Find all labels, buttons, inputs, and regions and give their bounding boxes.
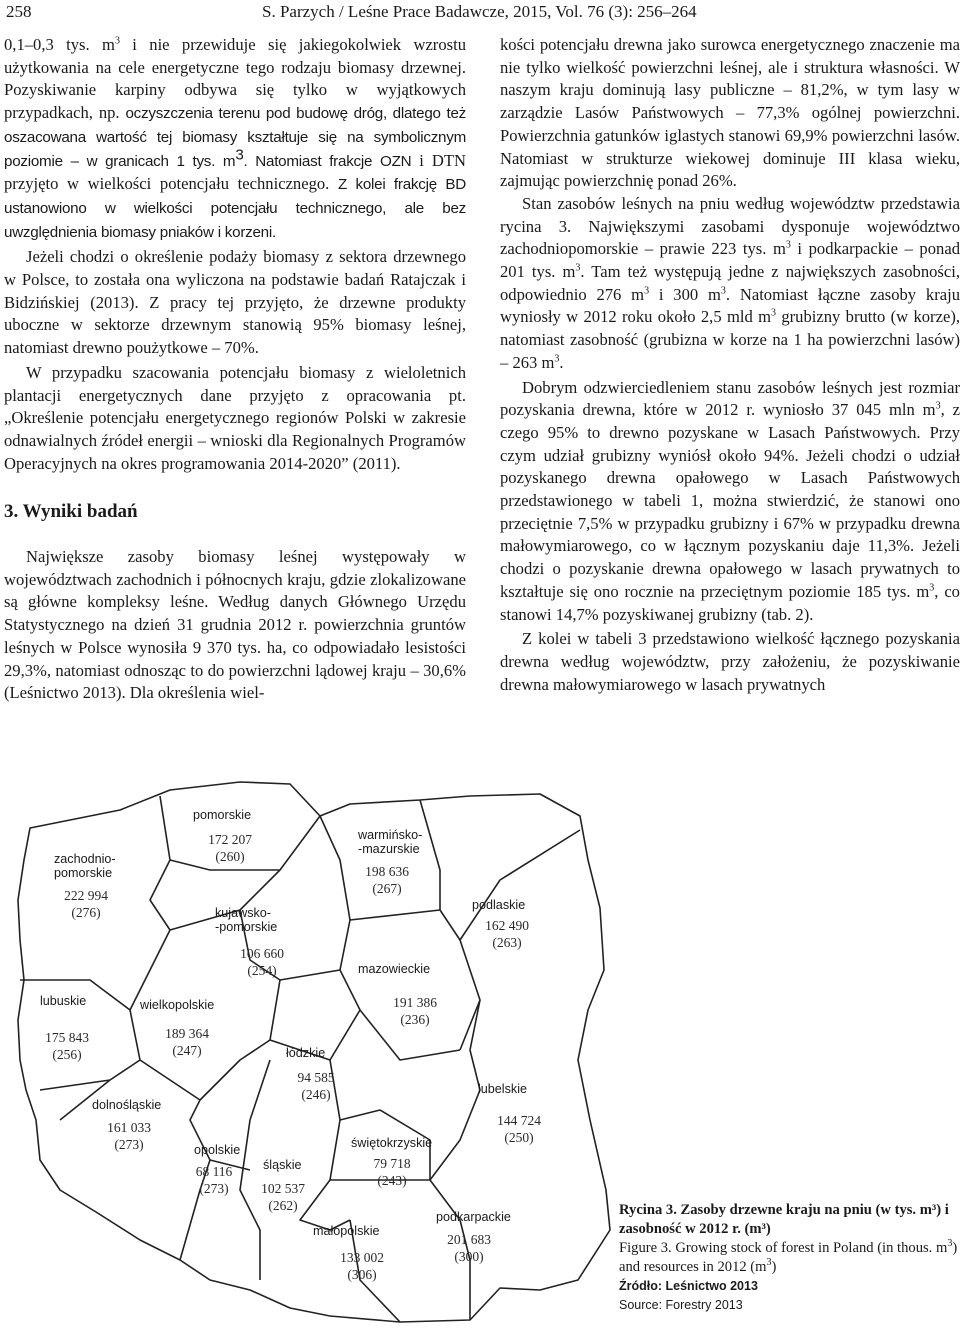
region-value-lubelskie: 144 724 (250) — [497, 1113, 541, 1145]
region-border — [430, 1000, 480, 1320]
paragraph: Stan zasobów leśnych na pniu według województw przedstawia rycina 3. Największymi zasobami dysponuje województwo zachodniopomorskie – prawie 223 tys. $m^3$ i podkarpackie – ponad 201 tys. $m^3$. Tam też występują jedne z największych zasobności, odpowiednio 276 $m^3$ i 300 $m^3$. Natomiast łączne zasoby kraju wyniosły w 2012 roku około 2,5 mld $m^3$ grubizny brutto (w korze), natomiast zasobność (grubizna w korze na 1 ha powierzchni lasów) – 263 $m^3$. — [500, 193, 960, 372]
region-name-kujawsko-pomorskie: kujawsko- -pomorskie — [215, 906, 278, 934]
region-name-lodzkie: łódzkie — [286, 1046, 326, 1060]
region-name-lubelskie: lubelskie — [478, 1082, 528, 1096]
caption-english: Figure 3. Growing stock of forest in Poland (in thous. $m^3$) and resources in 2012 $(m^3)$ — [619, 1238, 958, 1275]
region-name-swietokrzyskie: świętokrzyskie — [351, 1136, 433, 1150]
page-header — [0, 0, 960, 24]
right-column — [500, 34, 960, 696]
region-name-wielkopolskie: wielkopolskie — [140, 998, 215, 1012]
region-border — [460, 940, 480, 1050]
region-name-dolnoslaskie: dolnośląskie — [92, 1098, 162, 1112]
running-header: S. Parzych / Leśne Prace Badawcze, 2015, Vol. 76 (3): 256–264 — [262, 2, 697, 21]
region-value-opolskie: 68 116 (273) — [195, 1164, 233, 1196]
region-value-lodzkie: 94 585 (246) — [297, 1070, 335, 1102]
region-name-podkarpackie: podkarpackie — [436, 1210, 511, 1224]
region-value-swietokrzyskie: 79 718 (243) — [373, 1156, 411, 1188]
region-value-wielkopolskie: 189 364 (247) — [165, 1026, 209, 1058]
paragraph: Jeżeli chodzi o określenie podaży biomasy z sektora drzewnego w Polsce, to została ona wyliczona na podstawie badań Ratajczak i Bidzińskiej (2013). Z pracy tej przyjęto, że drzewne produkty uboczne w sektorze drzewnym stanowią 95% biomasy leśnej, natomiast drewno poużytkowe – 70%. — [4, 247, 466, 358]
region-name-podlaskie: podlaskie — [472, 898, 526, 912]
source-english: Source: Forestry 2013 — [619, 1298, 743, 1312]
region-name-mazowieckie: mazowieckie — [358, 962, 431, 976]
region-value-mazowieckie: 191 386 (236) — [393, 995, 437, 1027]
figure-caption — [619, 1201, 959, 1315]
region-border — [140, 1060, 210, 1260]
region-border — [330, 970, 360, 1060]
paragraph: kości potencjału drewna jako surowca energetycznego znaczenie ma nie tylko wielkość powierzchni leśnej, ale i struktura własności. W naszym kraju dominują lasy publiczne – 81,2%, w tym lasy w zarządzie Lasów Państwowych – 77,3% ogólnej powierzchni. Powierzchnia gatunków iglastych stanowi 69,9% powierzchni lasów. Natomiast w strukturze wiekowej dominuje III klasa wieku, zajmując powierzchnię ponad 26%. — [500, 35, 960, 191]
region-value-lubuskie: 175 843 (256) — [45, 1030, 89, 1062]
region-value-pomorskie: 172 207 (260) — [208, 832, 252, 864]
region-value-kujawsko-pomorskie: 106 660 (254) — [240, 946, 284, 978]
paragraph: 0,1–0,3 tys. $m^3$ i nie przewiduje się jakiegokolwiek wzrostu użytkowania na cele energetyczne tego rodzaju biomasy drzewnej. Pozyskiwanie karpiny odbywa się tylko w wyjątkowych przypadkach, np. oczyszczenia terenu pod budowę dróg, dlatego też oszacowana wartość tej biomasy kształtuje się na symbolicznym poziomie – w granicach 1 tys. $m^3$. Natomiast frakcje OZN i DTN przyjęto w wielkości potencjału technicznego. Z kolei frakcję BD ustanowiono w wielkości potencjału technicznego, ale bez uwzględnienia biomasy pniaków i korzeni. — [4, 35, 466, 241]
page-number: 258 — [6, 2, 32, 21]
paragraph: Z kolei w tabeli 3 przedstawiono wielkość łącznego pozyskania drewna według województw, przy założeniu, że pozyskiwanie drewna małowymiarowego w lasach prywatnych — [500, 629, 960, 694]
region-value-slaskie: 102 537 (262) — [261, 1181, 305, 1213]
region-value-warminsko-mazurskie: 198 636 (267) — [365, 864, 409, 896]
region-value-podlaskie: 162 490 (263) — [485, 918, 529, 950]
region-name-warminsko-mazurskie: warmińsko- -mazurskie — [358, 828, 423, 856]
region-border — [320, 816, 350, 970]
left-column — [4, 34, 466, 705]
region-value-podkarpackie: 201 683 (300) — [447, 1232, 491, 1264]
region-value-zachodniopomorskie: 222 994 (276) — [64, 888, 108, 920]
paragraph: Największe zasoby biomasy leśnej występowały w województwach zachodnich i północnych kraju, gdzie zlokalizowane są główne kompleksy leśne. Według danych Głównego Urzędu Statystycznego na dzień 31 grudnia 2012 r. powierzchnia gruntów leśnych w Polsce wynosiła 9 370 tys. ha, co odpowiadało lesistości 29,3%, natomiast odnosząc to do powierzchni lądowej kraju – 30,6% (Leśnictwo 2013). Dla określenia wiel- — [4, 547, 466, 703]
region-value-malopolskie: 133 002 (306) — [340, 1250, 384, 1282]
region-name-pomorskie: pomorskie — [193, 808, 252, 822]
paragraph: Dobrym odzwierciedleniem stanu zasobów leśnych jest rozmiar pozyskania drewna, które w 2012 r. wyniosło 37 045 mln $m^3$, z czego 95% to drewno pozyskane w Lasach Państwowych. Przy czym udział grubizny wyniósł około 94%. Jeżeli chodzi o udział pozyskanego drewna opałowego w Lasach Państwowych przedstawionego w tabeli 1, można stwierdzić, że stanowi ono przeciętnie 7,5% w przypadku grubizny i 67% w przypadku drewna małowymiarowego, co w łącznym pozyskaniu daje 11,3%. Jeżeli chodzi o pozyskanie drewna opałowego w lasach prywatnych to kształtuje się ono rocznie na przeciętnym poziomie 185 tys. $m^3$, co stanowi 14,7% pozyskiwanej grubizny (tab. 2). — [500, 377, 960, 624]
caption-polish: Rycina 3. Zasoby drzewne kraju na pniu (w tys. m³) i zasobność w 2012 r. (m³) — [619, 1202, 949, 1237]
region-name-opolskie: opolskie — [194, 1143, 241, 1157]
region-name-zachodniopomorskie: zachodnio- pomorskie — [54, 852, 116, 880]
region-value-dolnoslaskie: 161 033 (273) — [107, 1120, 151, 1152]
region-border — [250, 1060, 270, 1120]
region-name-slaskie: śląskie — [263, 1158, 302, 1172]
source-polish: Źródło: Leśnictwo 2013 — [619, 1279, 758, 1293]
region-name-malopolskie: małopolskie — [313, 1224, 380, 1238]
paragraph: W przypadku szacowania potencjału biomasy z wieloletnich plantacji energetycznych dane przyjęto z opracowania pt. „Określenie potencjału energetycznego regionów Polski w zakresie odnawialnych źródeł energii – wnioski dla Regionalnych Programów Operacyjnych na okres programowania 2014-2020” (2011). — [4, 362, 466, 473]
region-border — [150, 796, 170, 930]
section-heading: 3. Wyniki badań — [4, 501, 138, 523]
region-border — [350, 910, 440, 920]
region-name-lubuskie: lubuskie — [40, 994, 87, 1008]
